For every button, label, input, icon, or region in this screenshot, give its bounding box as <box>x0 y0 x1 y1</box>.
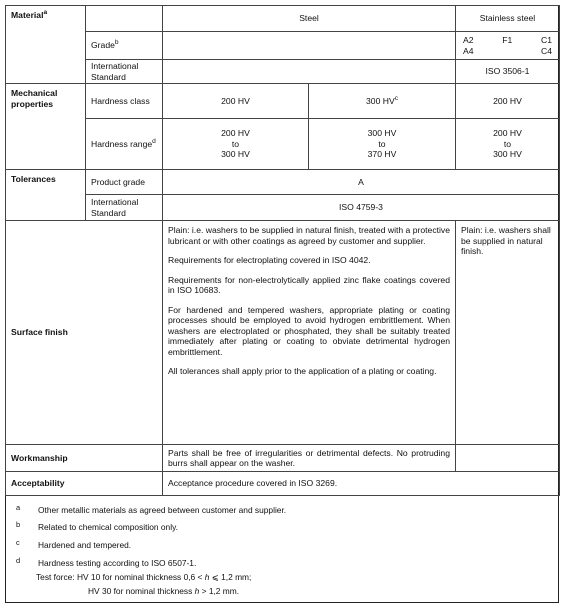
product-grade-row <box>6 170 560 195</box>
hardness-range-steel-1: 200 HV to 300 HV <box>163 119 309 170</box>
hardness-range-steel-2: 300 HV to 370 HV <box>309 119 456 170</box>
footnotes: a Other metallic materials as agreed between customer and supplier. b Related to chemical composition only. c Hardened and tempered. d Hardness testing according to ISO 6507-1. Test force: HV 10 for nominal thickness 0,6 < h ⩽ 1,2 mm; HV 30 for nominal thickness h > 1,2 mm. <box>16 503 287 596</box>
workmanship-text: Parts shall be free of irregularities or detrimental defects. No protruding burrs shall appear on the washer. <box>163 445 456 472</box>
sf-paragraph: Requirements for electroplating covered in ISO 4042. <box>168 255 371 265</box>
sf-paragraph: For hardened and tempered washers, appropriate plating or coating processes should be employed to avoid hydrogen embrittlement. When washers are electroplated or phosphated, they shall be suitably treated immediately after plating or coating to obviate detrimental hydrogen embrittlement. <box>168 304 450 357</box>
surface-finish-stainless: Plain: i.e. washers shall be supplied in natural finish. <box>456 221 560 445</box>
hardness-class-steel-1: 200 HV <box>163 84 309 119</box>
hardness-class-steel-2: 300 $HV^c$ <box>309 84 456 119</box>
acceptability-row <box>6 472 560 496</box>
acceptability-label: Acceptability <box>6 472 163 496</box>
grade-label: Grade$^b$ <box>86 32 163 60</box>
hardness-range-stainless: 200 HV to 300 HV <box>456 119 560 170</box>
surface-finish-row <box>6 221 560 445</box>
mechanical-properties-label: Mechanical properties <box>6 84 86 170</box>
hardness-class-stainless: 200 HV <box>456 84 560 119</box>
hardness-range-row <box>6 119 560 170</box>
surface-finish-steel <box>163 221 456 445</box>
iso-4759-value: ISO 4759-3 <box>163 195 560 221</box>
surface-finish-label: Surface finish <box>6 221 163 445</box>
material-label: Material$^a$ <box>6 6 86 84</box>
hardness-range-label: Hardness range$^d$ <box>86 119 163 170</box>
product-grade-label: Product grade <box>86 170 163 195</box>
intl-standard-label: International Standard <box>86 60 163 84</box>
workmanship-row <box>6 445 560 472</box>
grade-values: A2 A4 F1 C1 C4 <box>456 32 560 60</box>
hardness-class-row <box>6 84 560 119</box>
material-row <box>6 6 560 32</box>
grade-row <box>6 32 560 60</box>
iso-3506-value: ISO 3506-1 <box>456 60 560 84</box>
acceptability-text: Acceptance procedure covered in ISO 3269. <box>163 472 560 496</box>
material-standard-row <box>6 60 560 84</box>
hardness-class-label: Hardness class <box>86 84 163 119</box>
sf-paragraph: Plain: i.e. washers to be supplied in natural finish, treated with a protective lubricant or with other coatings as agreed by customer and supplier. <box>168 225 450 246</box>
sf-paragraph: Requirements for non-electrolytically applied zinc flake coatings covered in ISO 10683. <box>168 274 450 295</box>
washer-specification-table <box>5 5 560 496</box>
product-grade-value: A <box>163 170 560 195</box>
tolerance-standard-row <box>6 195 560 221</box>
steel-header: Steel <box>163 6 456 32</box>
workmanship-label: Workmanship <box>6 445 163 472</box>
tolerance-standard-label: International Standard <box>86 195 163 221</box>
tolerances-label: Tolerances <box>6 170 86 221</box>
stainless-steel-header: Stainless steel <box>456 6 560 32</box>
sf-paragraph: All tolerances shall apply prior to the application of a plating or coating. <box>168 366 437 376</box>
